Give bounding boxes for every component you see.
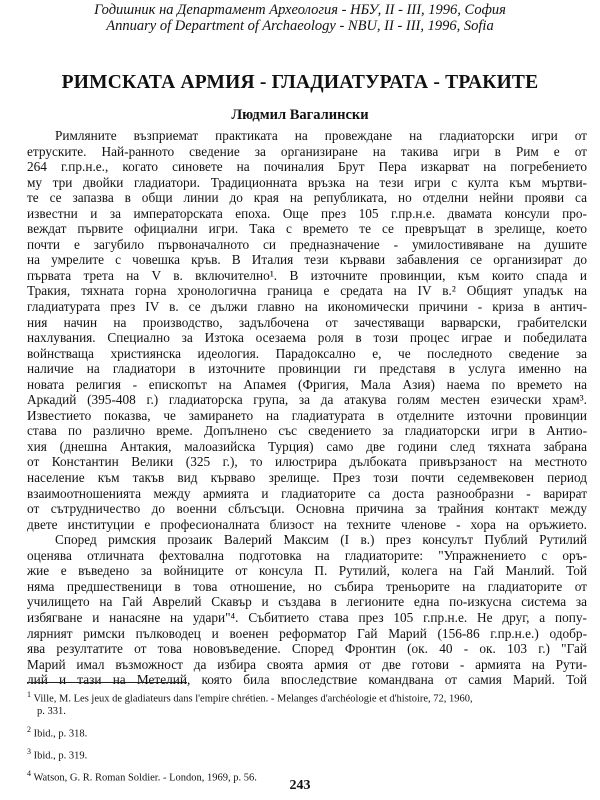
body-line: Тракия, тяхната горна хронологична граница е средата на IV в.² Общият упадък на	[27, 283, 587, 299]
body-line: население към такъв вид кърваво зрелище. През този почти седемвековен период	[27, 470, 587, 486]
body-line: става по различно време. Допълнено със сведението за гладиаторски игри в Антио-	[27, 423, 587, 439]
footnote-number: 1	[27, 690, 31, 699]
body-line: хия (днешна Антакия, малоазийска Турция) само две години след тяхната забрана	[27, 438, 587, 454]
body-line: лий и тази на Метелий, която била впоследствие командвана от самия Марий. Той	[27, 672, 587, 688]
body-line: наличие на гладиатори в източните провинции ги представя в услуга именно на	[27, 361, 587, 377]
footnote	[27, 724, 587, 741]
body-line: Аркадий (395-408 г.) гладиаторска група, за да атакува голям местен езически храм³.	[27, 392, 587, 408]
header-line-en: Annuary of Department of Archaeology - NBU, II - III, 1996, Sofia	[106, 18, 494, 34]
body-line: няма предшественици в това отношение, но събира треньорите на гладиаторите от	[27, 578, 587, 594]
body-line: те се запазва в общи линии до края на републиката, но отделни нейни прояви са	[27, 190, 587, 206]
footnote-text: Watson, G. R. Roman Soldier. - London, 1969, p. 56.	[33, 772, 257, 783]
footnote-continuation: p. 331.	[37, 706, 66, 717]
footnote	[27, 689, 587, 706]
body-line: на умрелите с човешка кръв. В Италия тези кървави забавления се организират до	[27, 252, 587, 268]
body-line: Според римския прозаик Валерий Максим (I в.) през консулът Публий Рутилий	[55, 532, 587, 548]
article-body	[27, 128, 587, 688]
body-line: Римляните възприемат практиката на провеждане на гладиаторски игри от	[55, 128, 587, 143]
footnote-separator	[27, 682, 187, 683]
footnote-text: Ibid., p. 319.	[33, 750, 88, 761]
body-line: му три двойки гладиатори. Традиционната връзка на тези игри с култа към мъртви-	[27, 174, 587, 190]
body-line: ява резултатите от това нововъведение. Според Фронтин (ок. 40 - ок. 103 г.) "Гай	[27, 641, 587, 657]
body-line: новата религия - епископът на Апамея (Фригия, Мала Азия) наема по времето на	[27, 376, 587, 392]
body-line: избягване и нанасяне на удари"⁴. Събитието става през 105 г.пр.н.е. Не друг, а попу-	[27, 609, 587, 625]
body-line: от Константин Велики (325 г.), то илюстрира дълбоката привързаност на местното	[27, 454, 587, 470]
body-line: първата трета на V в. включително¹. В източните провинции, към които спада и	[27, 267, 587, 283]
body-line: веждат първите официални игри. Така с времето те се превръщат в зрелище, което	[27, 221, 587, 237]
body-line: двете институции е професионалната близост на техните членове - хора на оръжието.	[27, 516, 587, 532]
header-line-bg: Годишник на Департамент Археология - НБУ, II - III, 1996, София	[94, 2, 506, 18]
body-line: взаимоотношенията между армията и гладиаторите са доста разнообразни - варират	[27, 485, 587, 501]
footnotes	[27, 689, 587, 790]
body-line: гладиатурата през IV в. се дължи главно на икономически причини - криза в антич-	[27, 299, 587, 315]
body-line: Известието показва, че замирането на гладиатурата в отделните източни провинции	[27, 407, 587, 423]
footnote-number: 3	[27, 746, 31, 756]
article-title: РИМСКАТА АРМИЯ - ГЛАДИАТУРАТА - ТРАКИТЕ	[61, 72, 539, 93]
body-line: от сътрудничество до военни сблъсъци. Основна причина за трайния контакт между	[27, 501, 587, 517]
footnote-text: Ville, M. Les jeux de gladiateurs dans l'empire chrétien. - Melanges d'archéologie et d'histoire, 72, 1960,	[33, 693, 473, 705]
running-header	[0, 2, 600, 34]
body-line: 264 г.пр.н.е., когато синовете на починалия Брут Пера изкарват на погребението	[27, 159, 587, 175]
body-line: Марий имал възможност да избира своята армия от две готови - армията на Рути-	[27, 656, 587, 672]
footnote-text: Ibid., p. 318.	[33, 728, 88, 739]
page-number: 243	[289, 778, 311, 793]
body-line: оценява отличната фехтовална подготовка на гладиаторите: "Упражнението с оръ-	[27, 547, 587, 563]
body-line: известни и за императорската епоха. Още през 105 г.пр.н.е. двамата консули про-	[27, 205, 587, 221]
body-line: войнстваща християнска идеология. Парадоксално е, че последното сведение за	[27, 345, 587, 361]
footnote	[27, 746, 587, 763]
body-line: почти е загубило първоначалното си предназначение - умилостивяване на душите	[27, 236, 587, 252]
body-line: етруските. Най-ранното сведение за организиране на такива игри в Рим е от	[27, 143, 587, 159]
footnote-number: 4	[27, 768, 31, 778]
footnote-number: 2	[27, 724, 31, 734]
article-author: Людмил Вагалински	[231, 107, 369, 123]
body-line: нахлувания. Специално за Изтока осезаема роля в този процес играе и победилата	[27, 330, 587, 346]
body-line: училището на Гай Аврелий Скавър и създава в легионите една по-изкусна система за	[27, 594, 587, 610]
body-line: ния начин на производство, задълбочена от зачестяващи варварски, грабителски	[27, 314, 587, 330]
body-line: жие е въведено за войниците от консула П. Рутилий, колега на Гай Манлий. Той	[27, 563, 587, 579]
body-line: лярният римски пълководец и военен реформатор Гай Марий (156-86 г.пр.н.е.) одобр-	[27, 625, 587, 641]
